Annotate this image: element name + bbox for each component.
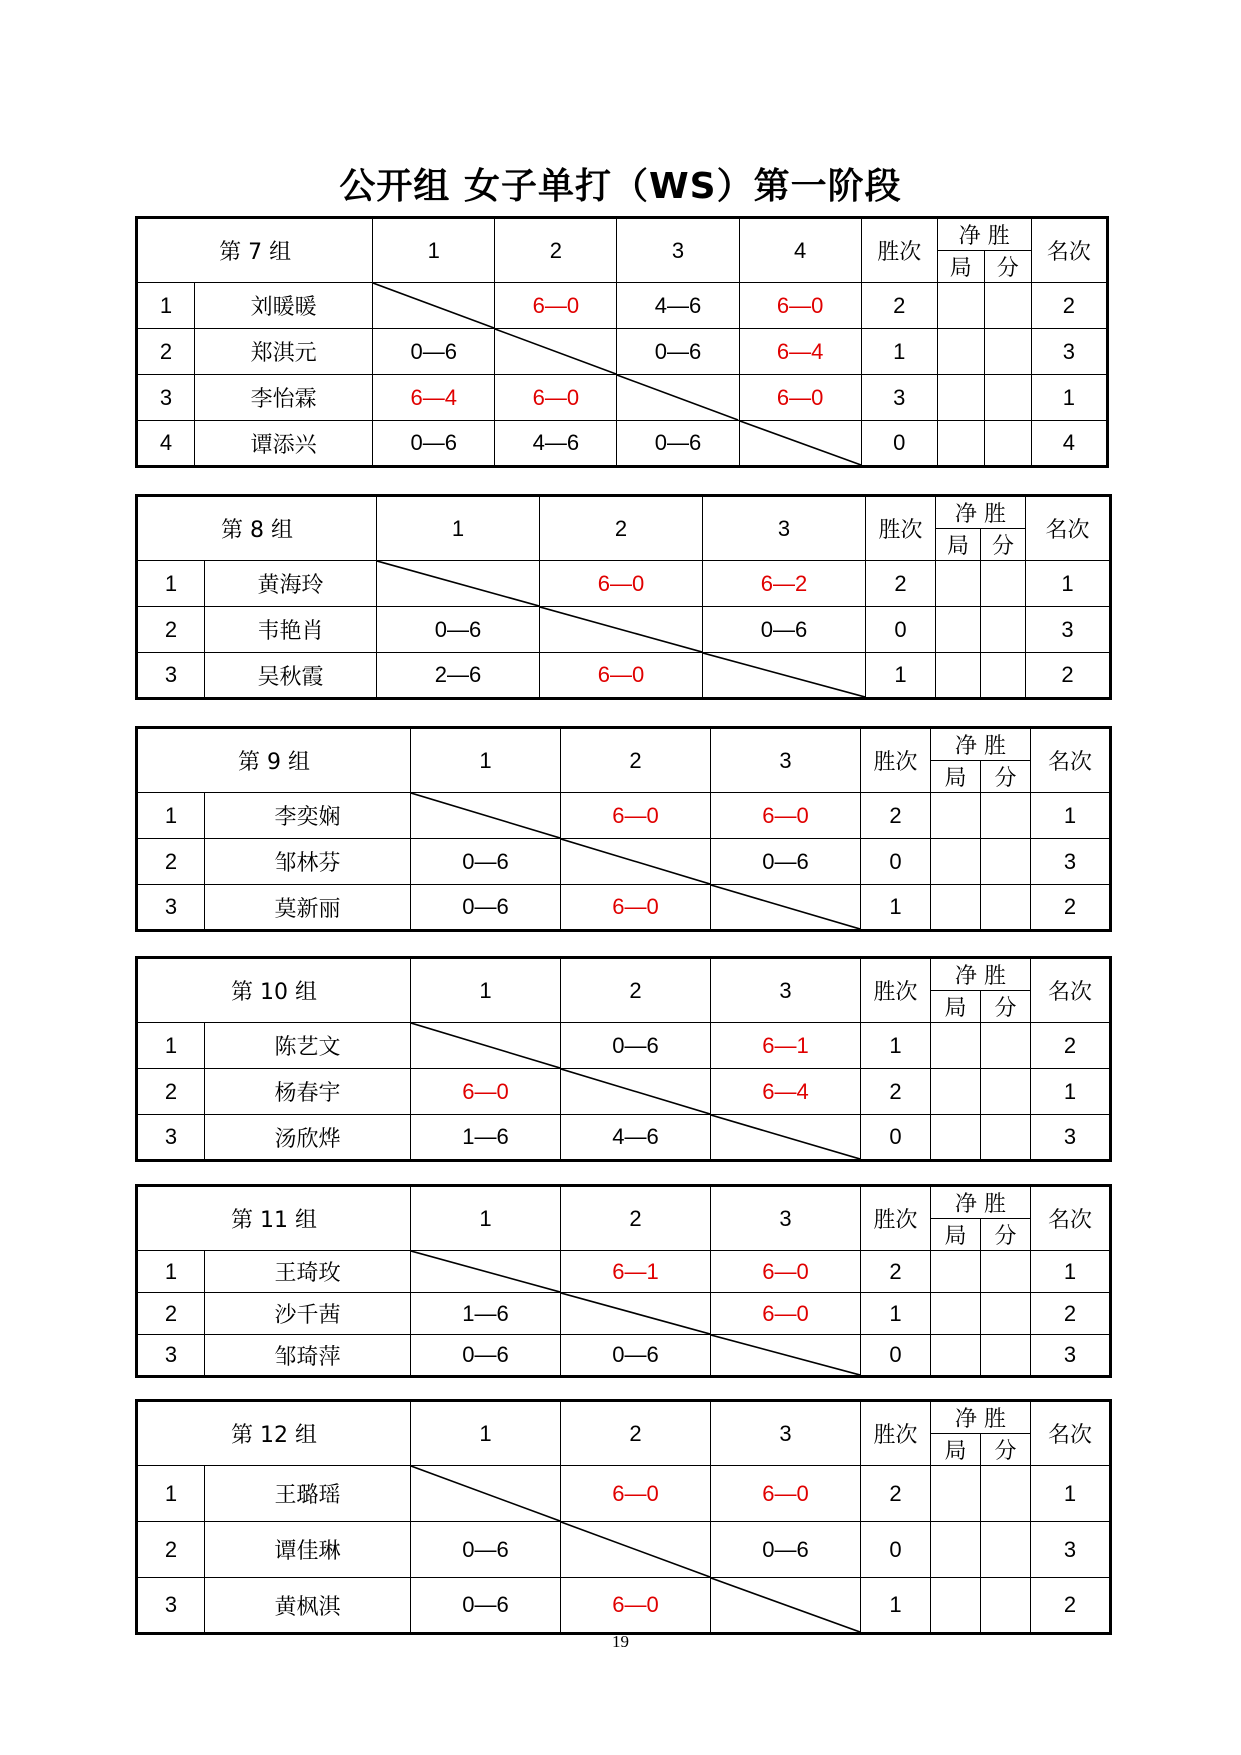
player-number: 1 [137, 1466, 205, 1522]
self-match-cell [540, 607, 703, 653]
player-name: 李怡霖 [195, 375, 373, 421]
net-header-inner [931, 1187, 1030, 1250]
net-label: 净 胜 [936, 497, 1025, 529]
match-score: 6—0 [540, 653, 703, 699]
table-row [137, 1466, 1111, 1522]
net-label: 净 胜 [931, 729, 1030, 761]
table-row [137, 1293, 1111, 1335]
column-header: 1 [411, 1186, 561, 1251]
rank-header: 名次 [1031, 958, 1111, 1023]
net-points-cell [981, 1251, 1031, 1293]
match-score: 6—0 [739, 375, 861, 421]
match-score: 0—6 [373, 421, 495, 467]
match-score: 0—6 [411, 839, 561, 885]
net-points-cell [984, 329, 1031, 375]
games-label: 局 [931, 761, 981, 793]
page-number: 19 [612, 1632, 629, 1651]
group-label: 第 8 组 [137, 496, 377, 561]
net-points-cell [981, 839, 1031, 885]
wins-count: 1 [861, 329, 937, 375]
player-name: 杨春宇 [205, 1069, 411, 1115]
column-header: 1 [373, 218, 495, 283]
self-match-cell [377, 561, 540, 607]
diagonal-line [561, 1293, 710, 1334]
net-games-cell [937, 283, 984, 329]
net-points-cell [981, 1069, 1031, 1115]
net-games-cell [931, 1466, 981, 1522]
wins-count: 2 [861, 283, 937, 329]
rank-value: 1 [1031, 1251, 1111, 1293]
wins-count: 0 [861, 1115, 931, 1161]
rank-value: 1 [1031, 375, 1107, 421]
player-number: 4 [137, 421, 195, 467]
net-points-cell [981, 1293, 1031, 1335]
net-header [937, 218, 1031, 283]
column-header: 3 [617, 218, 739, 283]
player-number: 2 [137, 1522, 205, 1578]
self-match-cell [411, 1466, 561, 1522]
self-match-cell [703, 653, 866, 699]
column-header: 1 [411, 1401, 561, 1466]
player-name: 陈艺文 [205, 1023, 411, 1069]
table-row [137, 283, 1108, 329]
net-games-cell [931, 1115, 981, 1161]
player-name: 谭添兴 [195, 421, 373, 467]
diagonal-line [561, 1069, 710, 1114]
group-table [135, 1184, 1112, 1378]
column-header: 1 [377, 496, 540, 561]
table-row [137, 1335, 1111, 1377]
match-score: 0—6 [617, 421, 739, 467]
diagonal-line [373, 283, 494, 328]
match-score: 0—6 [703, 607, 866, 653]
match-score: 6—0 [711, 793, 861, 839]
games-label: 局 [931, 1219, 981, 1251]
points-label: 分 [994, 1224, 1017, 1249]
table-row [137, 793, 1111, 839]
diagonal-line [377, 561, 539, 606]
match-score: 2—6 [377, 653, 540, 699]
rank-value: 1 [1031, 793, 1111, 839]
player-number: 1 [137, 793, 205, 839]
match-score: 6—0 [495, 375, 617, 421]
column-header: 2 [561, 1186, 711, 1251]
net-header [931, 1401, 1031, 1466]
table-row [137, 1069, 1111, 1115]
wins-count: 1 [866, 653, 936, 699]
points-label: 分 [996, 256, 1019, 281]
diagonal-line [711, 1335, 860, 1375]
match-score: 6—4 [373, 375, 495, 421]
net-games-cell [936, 653, 981, 699]
points-label: 分 [994, 766, 1017, 791]
wins-header: 胜次 [861, 728, 931, 793]
table-row [137, 1115, 1111, 1161]
net-games-cell [931, 1578, 981, 1634]
player-name: 黄枫淇 [205, 1578, 411, 1634]
player-number: 3 [137, 1335, 205, 1377]
net-points-cell [984, 421, 1031, 467]
games-label: 局 [931, 1434, 981, 1466]
group-table [135, 956, 1112, 1162]
match-score: 6—0 [495, 283, 617, 329]
self-match-cell [411, 1023, 561, 1069]
match-score: 6—0 [561, 885, 711, 931]
group-table [135, 494, 1112, 700]
group-table [135, 726, 1112, 932]
column-header: 3 [703, 496, 866, 561]
self-match-cell [561, 1293, 711, 1335]
games-label: 局 [931, 991, 981, 1023]
net-points-cell [981, 1466, 1031, 1522]
match-score: 0—6 [377, 607, 540, 653]
rank-value: 2 [1031, 1023, 1111, 1069]
player-name: 汤欣烨 [205, 1115, 411, 1161]
rank-header: 名次 [1031, 1186, 1111, 1251]
wins-count: 1 [861, 1578, 931, 1634]
player-name: 王琦玫 [205, 1251, 411, 1293]
net-games-cell [937, 375, 984, 421]
match-score: 0—6 [373, 329, 495, 375]
rank-value: 2 [1031, 885, 1111, 931]
points-label: 分 [992, 534, 1015, 559]
table-row [137, 1251, 1111, 1293]
table-row [137, 885, 1111, 931]
player-name: 莫新丽 [205, 885, 411, 931]
match-score: 6—0 [561, 793, 711, 839]
diagonal-line [561, 1522, 710, 1577]
rank-value: 2 [1031, 1578, 1111, 1634]
player-name: 黄海玲 [205, 561, 377, 607]
self-match-cell [411, 793, 561, 839]
wins-count: 1 [861, 885, 931, 931]
rank-value: 3 [1031, 329, 1107, 375]
match-score: 6—0 [561, 1466, 711, 1522]
table-row [137, 329, 1108, 375]
diagonal-line [411, 1023, 560, 1068]
net-points-cell [984, 375, 1031, 421]
player-number: 1 [137, 1251, 205, 1293]
net-points-cell [981, 561, 1026, 607]
net-header-inner [938, 219, 1031, 282]
rank-value: 2 [1031, 1293, 1111, 1335]
group-label: 第 11 组 [137, 1186, 411, 1251]
match-score: 1—6 [411, 1115, 561, 1161]
wins-header: 胜次 [861, 958, 931, 1023]
table-row [137, 1578, 1111, 1634]
column-header: 2 [495, 218, 617, 283]
player-name: 李奕娴 [205, 793, 411, 839]
group-table [135, 216, 1109, 468]
wins-count: 2 [861, 1251, 931, 1293]
self-match-cell [561, 1522, 711, 1578]
self-match-cell [739, 421, 861, 467]
diagonal-line [411, 1251, 560, 1292]
wins-count: 0 [861, 1522, 931, 1578]
match-score: 6—0 [540, 561, 703, 607]
diagonal-line [711, 1115, 860, 1159]
wins-count: 2 [861, 1069, 931, 1115]
player-number: 3 [137, 375, 195, 421]
player-number: 3 [137, 653, 205, 699]
self-match-cell [711, 1335, 861, 1377]
match-score: 0—6 [411, 1522, 561, 1578]
column-header: 1 [411, 728, 561, 793]
column-header: 2 [540, 496, 703, 561]
self-match-cell [711, 885, 861, 931]
net-games-cell [936, 561, 981, 607]
match-score: 1—6 [411, 1293, 561, 1335]
net-header [931, 728, 1031, 793]
rank-header: 名次 [1031, 1401, 1111, 1466]
wins-count: 2 [861, 1466, 931, 1522]
wins-count: 2 [861, 793, 931, 839]
games-label: 局 [936, 529, 981, 561]
points-label: 分 [994, 1439, 1017, 1464]
match-score: 0—6 [561, 1023, 711, 1069]
table-row [137, 375, 1108, 421]
net-points-cell [981, 1115, 1031, 1161]
player-number: 1 [137, 283, 195, 329]
games-label: 局 [938, 251, 985, 283]
group-table [135, 1399, 1112, 1635]
wins-header: 胜次 [866, 496, 936, 561]
wins-count: 0 [861, 1335, 931, 1377]
diagonal-line [495, 329, 616, 374]
player-number: 2 [137, 1069, 205, 1115]
column-header: 3 [711, 1186, 861, 1251]
match-score: 6—0 [711, 1293, 861, 1335]
match-score: 0—6 [711, 1522, 861, 1578]
group-label: 第 7 组 [137, 218, 373, 283]
player-name: 邹林芬 [205, 839, 411, 885]
diagonal-line [411, 793, 560, 838]
rank-header: 名次 [1031, 728, 1111, 793]
net-points-cell [981, 885, 1031, 931]
net-label: 净 胜 [938, 219, 1031, 251]
table-row [137, 839, 1111, 885]
rank-value: 3 [1026, 607, 1111, 653]
group-label: 第 12 组 [137, 1401, 411, 1466]
player-number: 2 [137, 607, 205, 653]
rank-value: 1 [1026, 561, 1111, 607]
net-points-cell [981, 653, 1026, 699]
player-name: 王璐瑶 [205, 1466, 411, 1522]
rank-header: 名次 [1031, 218, 1107, 283]
table-row [137, 421, 1108, 467]
table-row [137, 561, 1111, 607]
match-score: 6—1 [561, 1251, 711, 1293]
net-games-cell [937, 421, 984, 467]
self-match-cell [495, 329, 617, 375]
player-number: 3 [137, 885, 205, 931]
net-points-cell [981, 1522, 1031, 1578]
match-score: 6—0 [561, 1578, 711, 1634]
net-header-inner [931, 1402, 1030, 1465]
self-match-cell [411, 1251, 561, 1293]
match-score: 0—6 [411, 1578, 561, 1634]
net-label: 净 胜 [931, 1187, 1030, 1219]
diagonal-line [703, 653, 865, 697]
group-label: 第 10 组 [137, 958, 411, 1023]
column-header: 3 [711, 728, 861, 793]
column-header: 3 [711, 958, 861, 1023]
net-header [931, 958, 1031, 1023]
player-number: 1 [137, 1023, 205, 1069]
wins-count: 3 [861, 375, 937, 421]
match-score: 4—6 [617, 283, 739, 329]
rank-value: 1 [1031, 1466, 1111, 1522]
table-row [137, 1522, 1111, 1578]
match-score: 6—1 [711, 1023, 861, 1069]
column-header: 1 [411, 958, 561, 1023]
match-score: 6—0 [711, 1251, 861, 1293]
player-name: 邹琦萍 [205, 1335, 411, 1377]
wins-count: 0 [866, 607, 936, 653]
table-header-row [137, 1186, 1111, 1251]
net-games-cell [931, 1293, 981, 1335]
diagonal-line [617, 375, 738, 420]
net-points-cell [981, 1578, 1031, 1634]
net-points-cell [984, 283, 1031, 329]
match-score: 0—6 [411, 1335, 561, 1377]
player-number: 3 [137, 1115, 205, 1161]
match-score: 4—6 [561, 1115, 711, 1161]
net-games-cell [931, 1522, 981, 1578]
page-title: 公开组 女子单打（WS）第一阶段 [339, 166, 902, 207]
net-games-cell [931, 885, 981, 931]
match-score: 0—6 [617, 329, 739, 375]
player-number: 1 [137, 561, 205, 607]
match-score: 6—0 [411, 1069, 561, 1115]
net-games-cell [931, 1251, 981, 1293]
table-row [137, 607, 1111, 653]
net-points-cell [981, 793, 1031, 839]
player-name: 吴秋霞 [205, 653, 377, 699]
net-header [931, 1186, 1031, 1251]
wins-count: 0 [861, 421, 937, 467]
self-match-cell [617, 375, 739, 421]
diagonal-line [740, 421, 861, 465]
net-games-cell [936, 607, 981, 653]
table-header-row [137, 728, 1111, 793]
rank-value: 1 [1031, 1069, 1111, 1115]
column-header: 2 [561, 1401, 711, 1466]
column-header: 2 [561, 728, 711, 793]
net-header-inner [931, 729, 1030, 792]
column-header: 4 [739, 218, 861, 283]
self-match-cell [561, 839, 711, 885]
self-match-cell [711, 1578, 861, 1634]
wins-header: 胜次 [861, 1186, 931, 1251]
self-match-cell [711, 1115, 861, 1161]
column-header: 3 [711, 1401, 861, 1466]
match-score: 6—0 [711, 1466, 861, 1522]
wins-count: 0 [861, 839, 931, 885]
net-label: 净 胜 [931, 959, 1030, 991]
rank-value: 2 [1031, 283, 1107, 329]
rank-value: 2 [1026, 653, 1111, 699]
table-header-row [137, 1401, 1111, 1466]
match-score: 0—6 [561, 1335, 711, 1377]
wins-header: 胜次 [861, 1401, 931, 1466]
net-points-cell [981, 607, 1026, 653]
player-number: 2 [137, 329, 195, 375]
net-games-cell [931, 793, 981, 839]
net-games-cell [931, 839, 981, 885]
diagonal-line [540, 607, 702, 652]
group-label: 第 9 组 [137, 728, 411, 793]
rank-value: 3 [1031, 1335, 1111, 1377]
match-score: 6—4 [711, 1069, 861, 1115]
match-score: 0—6 [711, 839, 861, 885]
match-score: 4—6 [495, 421, 617, 467]
diagonal-line [561, 839, 710, 884]
player-name: 郑淇元 [195, 329, 373, 375]
net-label: 净 胜 [931, 1402, 1030, 1434]
points-label: 分 [994, 996, 1017, 1021]
player-number: 3 [137, 1578, 205, 1634]
wins-count: 1 [861, 1293, 931, 1335]
player-number: 2 [137, 1293, 205, 1335]
match-score: 6—2 [703, 561, 866, 607]
net-games-cell [931, 1069, 981, 1115]
net-games-cell [931, 1335, 981, 1377]
player-number: 2 [137, 839, 205, 885]
wins-count: 2 [866, 561, 936, 607]
table-header-row [137, 496, 1111, 561]
match-score: 6—4 [739, 329, 861, 375]
table-row [137, 653, 1111, 699]
table-header-row [137, 218, 1108, 283]
match-score: 6—0 [739, 283, 861, 329]
net-header-inner [936, 497, 1025, 560]
player-name: 谭佳琳 [205, 1522, 411, 1578]
rank-value: 3 [1031, 1522, 1111, 1578]
self-match-cell [373, 283, 495, 329]
rank-value: 3 [1031, 839, 1111, 885]
self-match-cell [561, 1069, 711, 1115]
net-points-cell [981, 1335, 1031, 1377]
table-row [137, 1023, 1111, 1069]
net-points-cell [981, 1023, 1031, 1069]
net-header-inner [931, 959, 1030, 1022]
diagonal-line [711, 1578, 860, 1632]
rank-value: 3 [1031, 1115, 1111, 1161]
net-games-cell [937, 329, 984, 375]
player-name: 刘暖暖 [195, 283, 373, 329]
rank-header: 名次 [1026, 496, 1111, 561]
wins-header: 胜次 [861, 218, 937, 283]
diagonal-line [411, 1466, 560, 1521]
column-header: 2 [561, 958, 711, 1023]
player-name: 沙千茜 [205, 1293, 411, 1335]
diagonal-line [711, 885, 860, 929]
net-header [936, 496, 1026, 561]
rank-value: 4 [1031, 421, 1107, 467]
player-name: 韦艳肖 [205, 607, 377, 653]
wins-count: 1 [861, 1023, 931, 1069]
match-score: 0—6 [411, 885, 561, 931]
net-games-cell [931, 1023, 981, 1069]
table-header-row [137, 958, 1111, 1023]
